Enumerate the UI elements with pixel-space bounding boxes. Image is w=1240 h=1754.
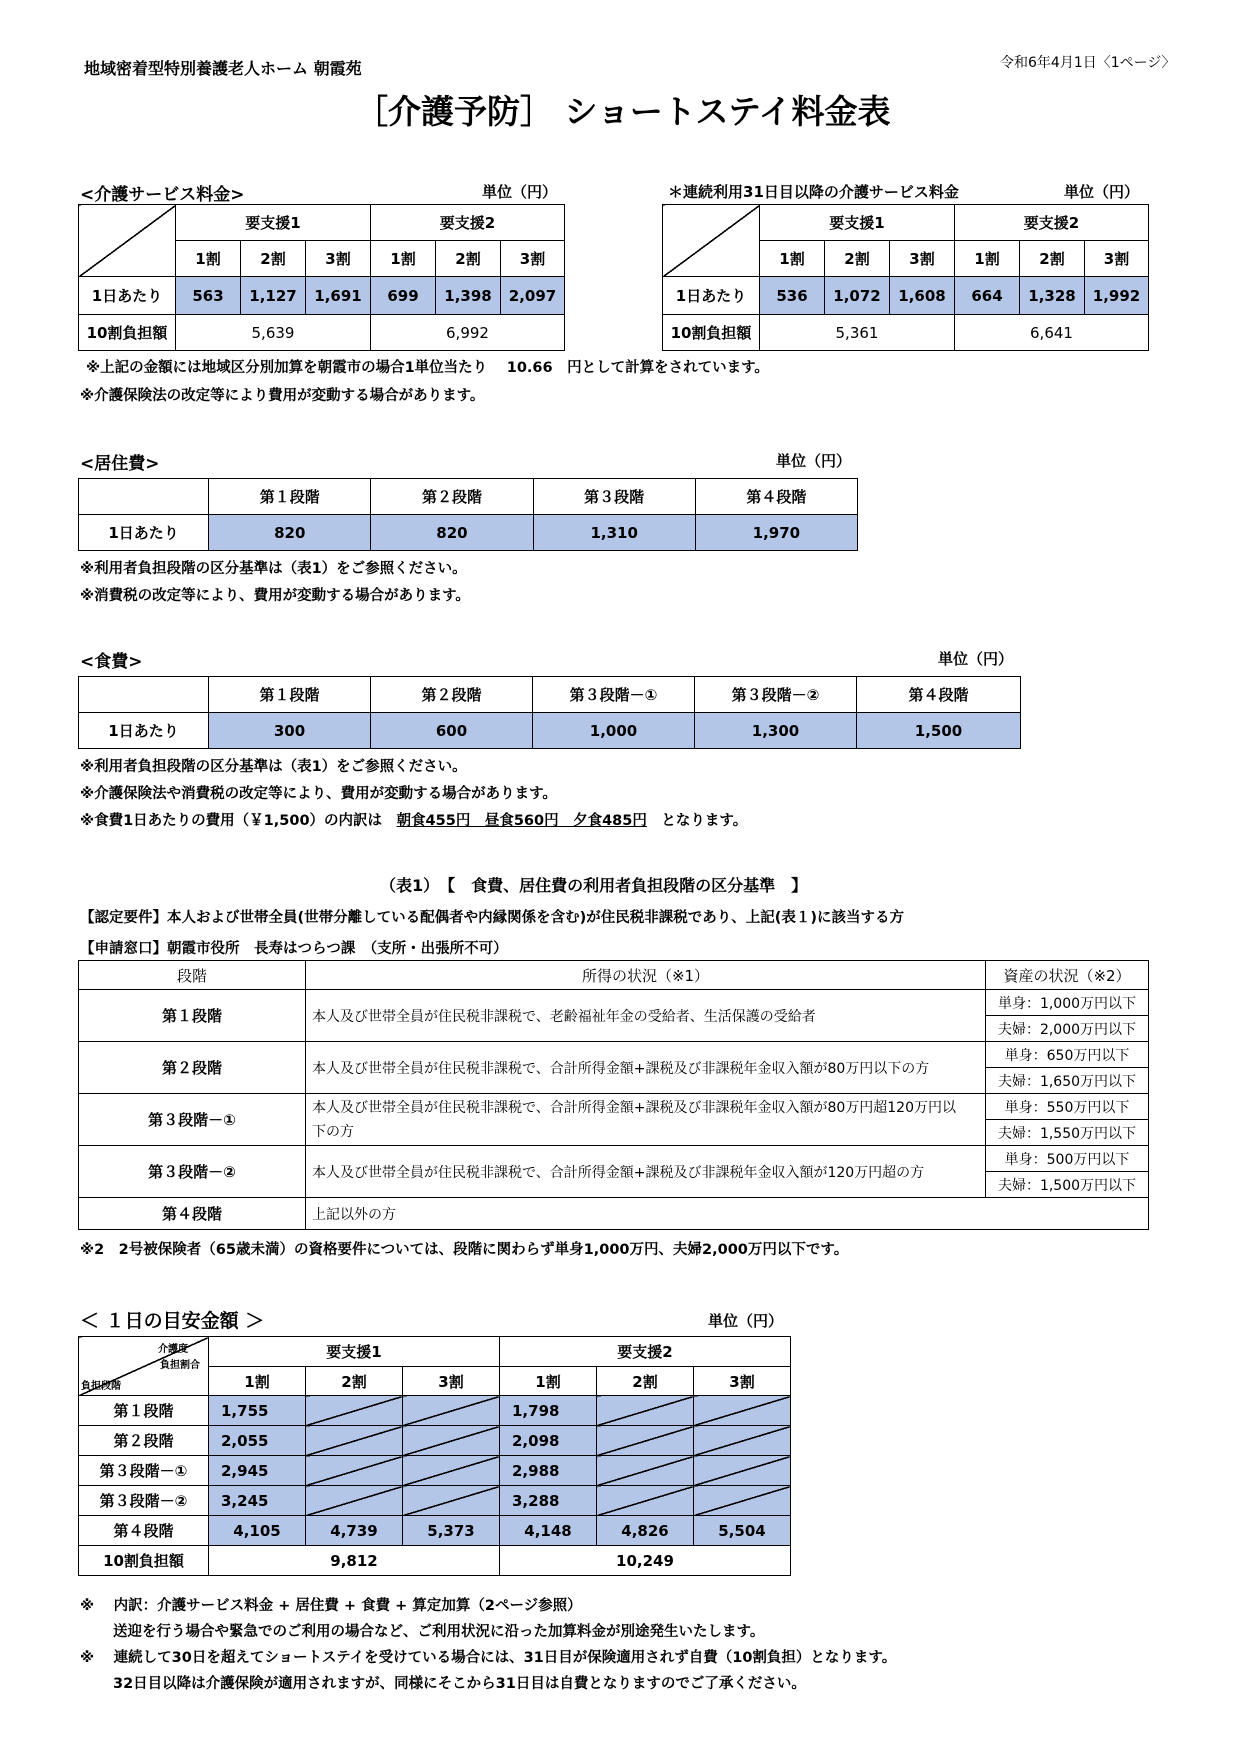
asset-single: 単身：500万円以下 [986,1146,1149,1172]
residence-heading: <居住費> [80,454,160,474]
corner-cell [79,1337,209,1396]
row-label: 1日あたり [79,713,209,749]
date-page: 令和6年4月1日〈1ページ〉 [1000,55,1176,71]
footer-note: ※ 内訳：介護サービス料金 + 居住費 + 食費 + 算定加算（2ページ参照） [80,1598,582,1614]
ratio-header: 1割 [209,1367,306,1396]
na-cell [694,1426,791,1456]
daily-estimate-table [78,1336,791,1576]
stage-header: 第４段階 [695,479,857,515]
table1-title: （表1） 【 食費、居住費の利用者負担段階の区分基準 】 [380,876,808,895]
fee-cell: 1,608 [890,277,955,315]
table1-requirement: 【認定要件】本人および世帯全員(世帯分離している配偶者や内縁関係を含む)が住民税非課税であり、上記(表１)に該当する方 [80,910,905,926]
na-cell [403,1486,500,1516]
stage-cell: 第１段階 [79,990,306,1042]
stage-header: 第３段階－② [695,677,857,713]
corner-cell [663,205,760,277]
empty-header [79,479,209,515]
fee-cell: 1,328 [1020,277,1085,315]
stage-header: 第２段階 [371,479,533,515]
na-cell [694,1456,791,1486]
stage-cell: 第２段階 [79,1042,306,1094]
stage-cell: 第３段階－② [79,1146,306,1198]
income-cell: 本人及び世帯全員が住民税非課税で、合計所得金額+課税及び非課税年金収入額が80万円以下の方 [306,1042,986,1094]
fee-cell: 2,055 [209,1426,306,1456]
breakdown-items: 朝食455円 昼食560円 夕食485円 [396,813,647,829]
footer-note: 32日目以降は介護保険が適用されますが、同様にそこから31日目は自費となりますのでご了承ください。 [113,1676,806,1692]
service-fee-table [78,204,565,351]
fee-cell: 1,072 [825,277,890,315]
level-header: 要支援2 [371,205,565,241]
full-fee-cell: 6,641 [955,315,1149,351]
fee-cell: 2,988 [500,1456,597,1486]
residence-note: ※利用者負担段階の区分基準は（表1）をご参照ください。 [80,561,467,577]
ratio-header: 2割 [241,241,306,277]
stage-header: 第３段階 [533,479,695,515]
service-fee-unit: 単位（円） [482,183,558,201]
residence-note: ※消費税の改定等により、費用が変動する場合があります。 [80,588,470,604]
page-title: ［介護予防］ ショートステイ料金表 [355,92,891,131]
na-cell [403,1426,500,1456]
level-header: 要支援1 [760,205,955,241]
breakdown-suffix: となります。 [646,813,748,829]
income-line: 下の方 [312,1123,354,1140]
income-line: 本人及び世帯全員が住民税非課税で、合計所得金額+課税及び非課税年金収入額が80万円超120万円以 [312,1099,956,1116]
na-cell [306,1426,403,1456]
asset-couple: 夫婦：2,000万円以下 [986,1016,1149,1042]
stage-cell: 第４段階 [79,1516,209,1546]
level-header: 要支援2 [500,1337,791,1367]
full-fee-cell: 5,639 [176,315,371,351]
fee-cell: 1,798 [500,1396,597,1426]
stage-cell: 第１段階 [79,1396,209,1426]
corner-cell [79,205,176,277]
level-header: 要支援1 [176,205,371,241]
income-cell: 上記以外の方 [306,1198,1149,1230]
corner-mid: 負担割合 [160,1360,200,1371]
income-cell: 本人及び世帯全員が住民税非課税で、合計所得金額+課税及び非課税年金収入額が120万円超の方 [306,1146,986,1198]
na-cell [403,1456,500,1486]
ratio-header: 2割 [825,241,890,277]
footer-note: 送迎を行う場合や緊急でのご利用の場合など、ご利用状況に沿った加算料金が別途発生いたします。 [113,1624,765,1640]
facility-name: 地域密着型特別養護老人ホーム 朝霞苑 [84,59,362,78]
fee-cell: 600 [371,713,533,749]
ratio-header: 2割 [1020,241,1085,277]
fee-cell: 1,000 [533,713,695,749]
service-note: ※介護保険法の改定等により費用が変動する場合があります。 [80,388,485,404]
stage-cell: 第３段階－① [79,1094,306,1146]
full-fee-cell: 6,992 [371,315,565,351]
service-note: ※上記の金額には地域区分別加算を朝霞市の場合1単位当たり 10.66 円として計算をされています。 [86,360,769,376]
fee-cell: 664 [955,277,1020,315]
asset-couple: 夫婦：1,650万円以下 [986,1068,1149,1094]
fee-cell: 1,398 [436,277,501,315]
ratio-header: 2割 [306,1367,403,1396]
fee-cell: 1,992 [1085,277,1149,315]
service-fee-heading: <介護サービス料金> [80,185,245,205]
income-cell: 本人及び世帯全員が住民税非課税で、老齢福祉年金の受給者、生活保護の受給者 [306,990,986,1042]
service-fee-31-table [662,204,1149,351]
meal-note: ※利用者負担段階の区分基準は（表1）をご参照ください。 [80,759,467,775]
fee-cell: 4,739 [306,1516,403,1546]
ratio-header: 3割 [1085,241,1149,277]
stage-criteria-table [78,960,1149,1230]
meal-heading: <食費> [80,652,143,672]
fee-cell: 1,127 [241,277,306,315]
stage-header: 第２段階 [371,677,533,713]
corner-top: 介護度 [158,1344,188,1355]
fee-cell: 820 [209,515,371,551]
residence-table [78,478,858,551]
fee-cell: 300 [209,713,371,749]
daily-heading: ＜ １日の目安金額 ＞ [80,1310,265,1332]
ratio-header: 1割 [371,241,436,277]
row-label: 10割負担額 [663,315,760,351]
daily-unit: 単位（円） [708,1312,784,1330]
ratio-header: 1割 [500,1367,597,1396]
table1-note: ※2 2号被保険者（65歳未満）の資格要件については、段階に関わらず単身1,000万円、夫婦2,000万円以下です。 [80,1242,849,1258]
service-fee-31-heading: ＊連続利用31日目以降の介護サービス料金 [668,183,959,201]
asset-single: 単身：1,000万円以下 [986,990,1149,1016]
fee-cell: 1,300 [695,713,857,749]
ratio-header: 3割 [306,241,371,277]
stage-header: 第３段階－① [533,677,695,713]
criteria-header: 所得の状況（※1） [306,961,986,990]
stage-header: 第４段階 [857,677,1021,713]
fee-cell: 3,288 [500,1486,597,1516]
empty-header [79,677,209,713]
fee-cell: 5,504 [694,1516,791,1546]
na-cell [694,1396,791,1426]
na-cell [597,1486,694,1516]
fee-cell: 5,373 [403,1516,500,1546]
fee-cell: 1,755 [209,1396,306,1426]
meal-unit: 単位（円） [938,650,1014,668]
fee-cell: 820 [371,515,533,551]
table1-window: 【申請窓口】朝霞市役所 長寿はつらつ課 （支所・出張所不可） [80,941,508,957]
ratio-header: 1割 [760,241,825,277]
fee-cell: 2,098 [500,1426,597,1456]
ratio-header: 3割 [890,241,955,277]
na-cell [306,1486,403,1516]
row-label: 1日あたり [79,277,176,315]
na-cell [597,1396,694,1426]
full-fee-cell: 5,361 [760,315,955,351]
ratio-header: 2割 [597,1367,694,1396]
asset-single: 単身：550万円以下 [986,1094,1149,1120]
na-cell [306,1456,403,1486]
ratio-header: 3割 [403,1367,500,1396]
fee-cell: 4,105 [209,1516,306,1546]
na-cell [306,1396,403,1426]
level-header: 要支援2 [955,205,1149,241]
row-label: 1日あたり [79,515,209,551]
corner-bottom: 負担段階 [81,1381,121,1392]
service-fee-31-unit: 単位（円） [1064,183,1140,201]
meal-breakdown [80,809,747,830]
fee-cell: 536 [760,277,825,315]
stage-cell: 第４段階 [79,1198,306,1230]
meal-table [78,676,1021,749]
fee-cell: 1,970 [695,515,857,551]
criteria-header: 資産の状況（※2） [986,961,1149,990]
stage-header: 第１段階 [209,677,371,713]
fee-cell: 4,826 [597,1516,694,1546]
na-cell [597,1426,694,1456]
stage-cell: 第３段階－② [79,1486,209,1516]
row-label: 10割負担額 [79,315,176,351]
fee-cell: 1,310 [533,515,695,551]
row-label: 1日あたり [663,277,760,315]
fee-cell: 3,245 [209,1486,306,1516]
meal-note: ※介護保険法や消費税の改定等により、費用が変動する場合があります。 [80,786,557,802]
fee-cell: 1,691 [306,277,371,315]
ratio-header: 1割 [176,241,241,277]
level-header: 要支援1 [209,1337,500,1367]
row-label: 10割負担額 [79,1546,209,1576]
ratio-header: 3割 [501,241,565,277]
fee-cell: 563 [176,277,241,315]
breakdown-prefix: ※食費1日あたりの費用（￥1,500）の内訳は [80,813,397,829]
stage-cell: 第２段階 [79,1426,209,1456]
na-cell [597,1456,694,1486]
fee-cell: 699 [371,277,436,315]
ratio-header: 2割 [436,241,501,277]
stage-header: 第１段階 [209,479,371,515]
ratio-header: 1割 [955,241,1020,277]
asset-single: 単身：650万円以下 [986,1042,1149,1068]
asset-couple: 夫婦：1,550万円以下 [986,1120,1149,1146]
income-cell [306,1094,986,1146]
asset-couple: 夫婦：1,500万円以下 [986,1172,1149,1198]
fee-cell: 4,148 [500,1516,597,1546]
criteria-header: 段階 [79,961,306,990]
fee-cell: 2,097 [501,277,565,315]
na-cell [694,1486,791,1516]
fee-cell: 2,945 [209,1456,306,1486]
footer-note: ※ 連続して30日を超えてショートステイを受けている場合には、31日目が保険適用されず自費（10割負担）となります。 [80,1650,897,1666]
ratio-header: 3割 [694,1367,791,1396]
residence-unit: 単位（円） [776,452,852,470]
fee-cell: 1,500 [857,713,1021,749]
na-cell [403,1396,500,1426]
full-fee-cell: 10,249 [500,1546,791,1576]
full-fee-cell: 9,812 [209,1546,500,1576]
stage-cell: 第３段階－① [79,1456,209,1486]
